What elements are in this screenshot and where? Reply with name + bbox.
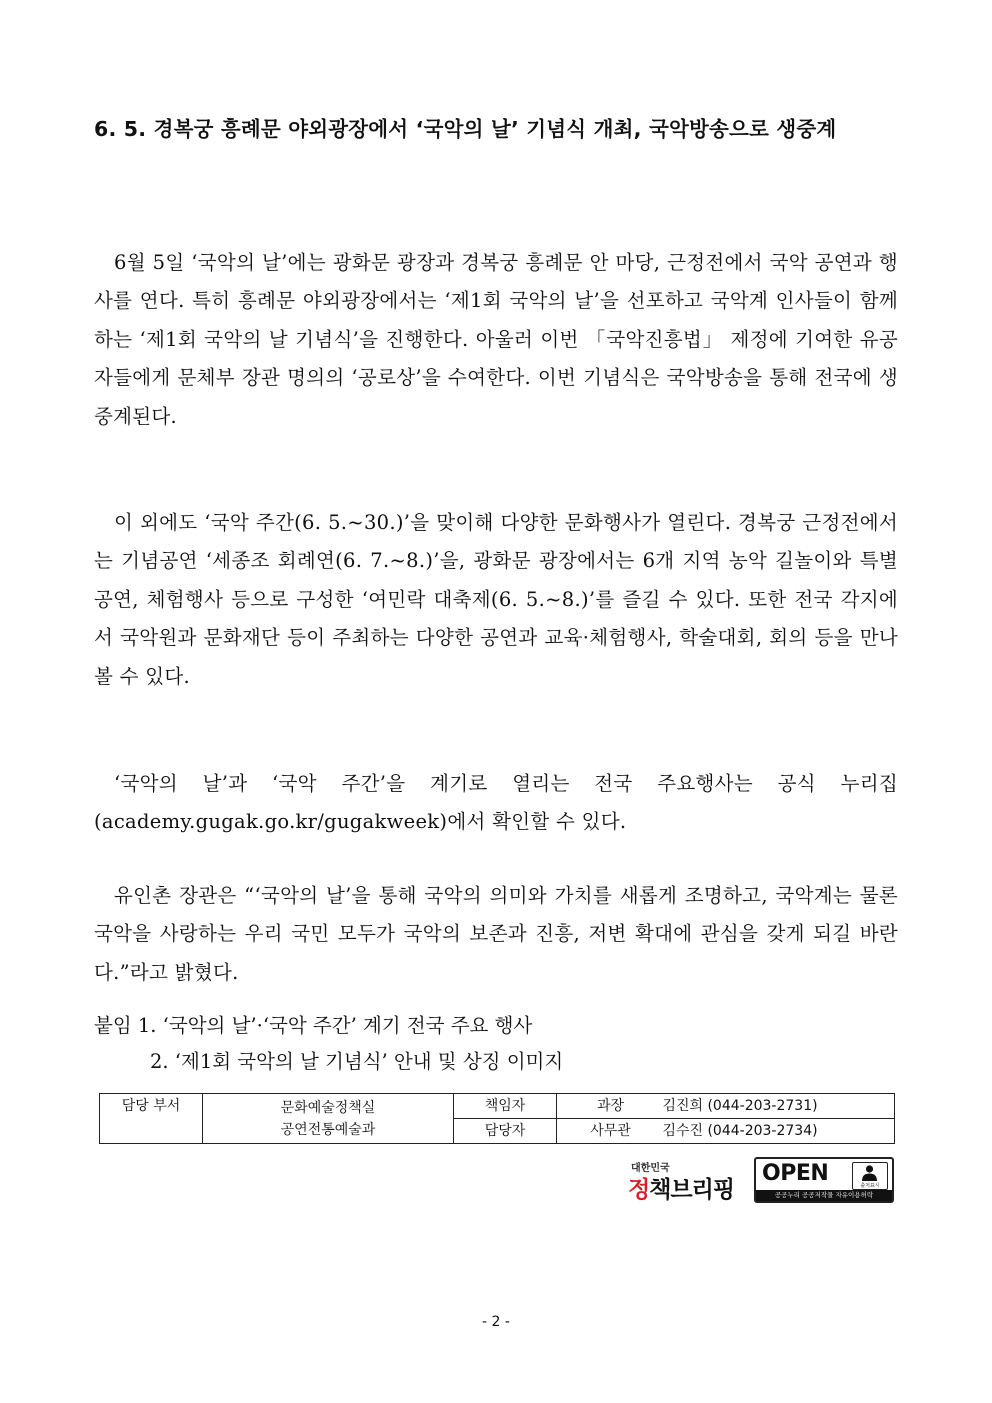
contact-name-phone: 김수진 (044-203-2734) — [662, 1123, 818, 1139]
contact-department — [203, 1094, 454, 1144]
contact-person — [557, 1119, 895, 1144]
open-footer-text: 공공누리 공공저작물 자유이용허락 — [756, 1190, 892, 1201]
attachment-list — [94, 1008, 563, 1080]
attachment-item-2: 2. ‘제1회 국악의 날 기념식’ 안내 및 상징 이미지 — [150, 1050, 564, 1073]
page-number: - 2 - — [482, 1314, 510, 1330]
contact-title: 과장 — [596, 1098, 625, 1114]
attachment-item-1: 붙임 1. ‘국악의 날’·‘국악 주간’ 계기 전국 주요 행사 — [94, 1014, 533, 1037]
paragraph-3: ‘국악의 날’과 ‘국악 주간’을 계기로 열리는 전국 주요행사는 공식 누리집(academy.gugak.go.kr/gugakweek)에서 확인할 수 있다. — [94, 771, 898, 833]
contact-role: 담당자 — [454, 1119, 557, 1144]
contact-role: 책임자 — [454, 1094, 557, 1119]
paragraph-2: 이 외에도 ‘국악 주간(6. 5.~30.)’을 맞이해 다양한 문화행사가 열린다. 경복궁 근정전에서는 기념공연 ‘세종조 회례연(6. 7.~8.)’을, 광화문 광장에서는 6개 지역 농악 길놀이와 특별 공연, 체험행사 등으로 구성한 ‘여민락 대축제(6. 5.~8.)’를 즐길 수 있다. 또한 전국 각지에서 국악원과 문화재단 등이 주최하는 다양한 공연과 교육·체험행사, 학술대회, 회의 등을 만나볼 수 있다. — [94, 510, 898, 688]
department-line-1: 문화예술정책실 — [280, 1099, 376, 1116]
logo-wordmark: 정책브리핑 — [628, 1177, 735, 1203]
contact-name-phone: 김진희 (044-203-2731) — [662, 1098, 818, 1114]
paragraph-1: 6월 5일 ‘국악의 날’에는 광화문 광장과 경복궁 흥례문 안 마당, 근정전에서 국악 공연과 행사를 연다. 특히 흥례문 야외광장에서는 ‘제1회 국악의 날’을 선포하고 국악계 인사들이 함께하는 ‘제1회 국악의 날 기념식’을 진행한다. 아울러 이번 「국악진흥법」 제정에 기여한 유공자들에게 문체부 장관 명의의 ‘공로상’을 수여한다. 이번 기념식은 국악방송을 통해 전국에 생중계된다. — [94, 250, 898, 428]
contact-title: 사무관 — [590, 1123, 631, 1139]
open-wordmark: OPEN — [762, 1161, 829, 1186]
section-heading: 6. 5. 경복궁 흥례문 야외광장에서 ‘국악의 날’ 기념식 개최, 국악방송으로 생중계 — [94, 117, 837, 141]
open-person-label: 출처표시 — [860, 1183, 880, 1189]
person-icon — [852, 1162, 888, 1190]
open-license-badge — [754, 1157, 894, 1203]
contact-header: 담당 부서 — [100, 1094, 203, 1144]
logo-caption: 대한민국 — [631, 1163, 670, 1174]
contact-table — [99, 1093, 895, 1144]
contact-person — [557, 1094, 895, 1119]
contact-row — [100, 1094, 895, 1119]
department-line-2: 공연전통예술과 — [280, 1121, 376, 1138]
paragraph-4: 유인촌 장관은 “‘국악의 날’을 통해 국악의 의미와 가치를 새롭게 조명하고, 국악계는 물론 국악을 사랑하는 우리 국민 모두가 국악의 보존과 진흥, 저변 확대에 관심을 갖게 되길 바란다.”라고 밝혔다. — [94, 883, 898, 984]
